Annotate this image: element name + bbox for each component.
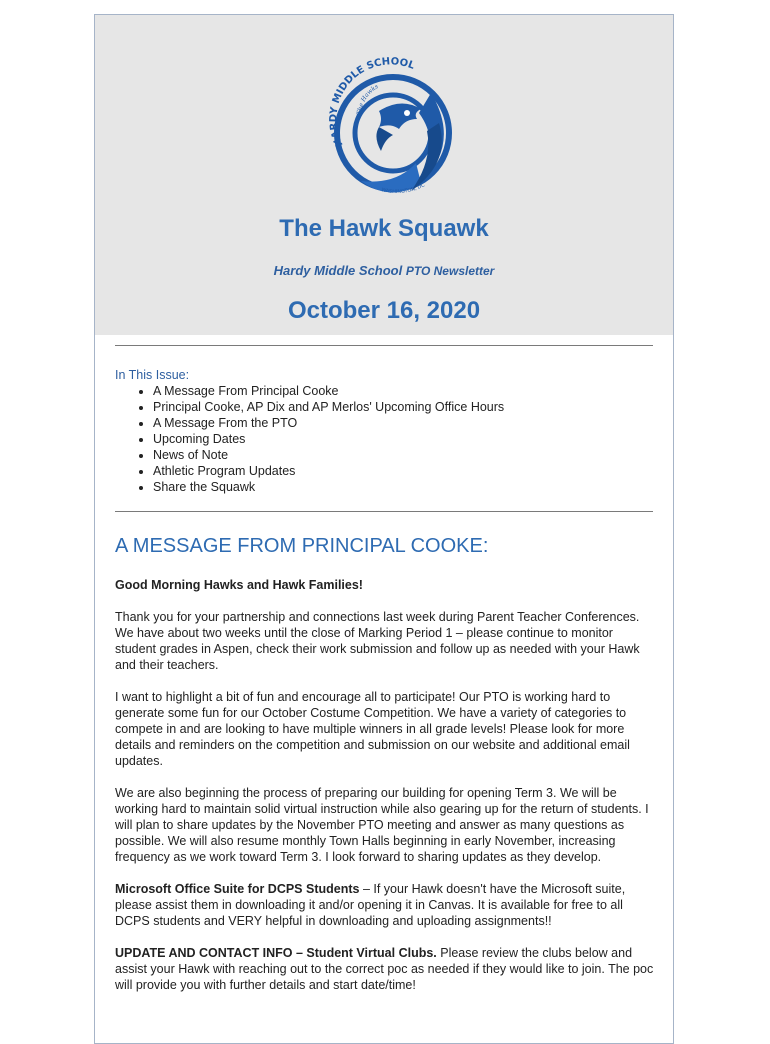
toc-heading: In This Issue:: [115, 368, 190, 382]
greeting: Good Morning Hawks and Hawk Families!: [115, 578, 363, 592]
table-of-contents: [115, 367, 655, 495]
paragraph-rest: Please review the clubs below and assist your Hawk with reaching out to the correct poc as needed if they would like to join. The poc will provide you with further details and start date/time!: [115, 946, 654, 992]
section-body: [115, 577, 655, 1009]
logo-ring-text-bottom: WASHINGTON, DC: [380, 182, 426, 196]
paragraph: I want to highlight a bit of fun and encourage all to participate! Our PTO is working hard to generate some fun for our October Costume Competition. We have a variety of categories to compete in and are looking to have multiple winners in all grade levels! Please look for more details and reminders on the competition and submission on our website and additional email updates.: [115, 690, 630, 768]
subtitle-small: PTO Newsletter: [405, 264, 495, 278]
toc-item: • News of Note: [153, 447, 655, 463]
newsletter-header: [95, 15, 673, 335]
toc-item: • Principal Cooke, AP Dix and AP Merlos' Upcoming Office Hours: [153, 399, 655, 415]
newsletter-frame: [94, 14, 674, 1044]
newsletter-subtitle: [95, 263, 673, 278]
toc-item: • A Message From Principal Cooke: [153, 383, 655, 399]
paragraph: We are also beginning the process of preparing our building for opening Term 3. We will be working hard to maintain solid virtual instruction while also gearing up for the return of students. I will plan to share updates by the November PTO meeting and answer as many questions as possible. We will also resume monthly Town Halls beginning in early November, increasing frequency as we work toward Term 3. I look forward to sharing updates as they develop.: [115, 786, 649, 864]
newsletter-date: October 16, 2020: [287, 297, 481, 324]
hawk-logo-icon: [321, 53, 461, 203]
toc-list: [115, 383, 655, 495]
divider: [115, 511, 653, 512]
divider: [115, 345, 653, 346]
paragraph-bold-lead: Microsoft Office Suite for DCPS Students: [115, 882, 360, 896]
section-heading: A MESSAGE FROM PRINCIPAL COOKE:: [115, 535, 489, 557]
logo-ring-text-top: HARDY MIDDLE SCHOOL: [328, 56, 417, 149]
toc-item: • Athletic Program Updates: [153, 463, 655, 479]
paragraph: [115, 881, 655, 929]
toc-item: • Share the Squawk: [153, 479, 655, 495]
subtitle-main: Hardy Middle School: [273, 263, 403, 278]
paragraph: Thank you for your partnership and connections last week during Parent Teacher Conferences. We have about two weeks until the close of Marking Period 1 – please continue to monitor student grades in Aspen, check their work submission and follow up as needed with your Hawk and their teachers.: [115, 610, 640, 672]
newsletter-title: The Hawk Squawk: [279, 215, 489, 242]
toc-item: • Upcoming Dates: [153, 431, 655, 447]
paragraph: [115, 945, 655, 993]
paragraph-rest: – If your Hawk doesn't have the Microsoft suite, please assist them in downloading it and/or opening it in Canvas. It is available for free to all DCPS students and VERY helpful in downloading and uploading assignments!!: [115, 882, 626, 928]
logo-ring-text-inner: The Hawks: [355, 83, 380, 116]
toc-item: • A Message From the PTO: [153, 415, 655, 431]
paragraph-bold-lead: UPDATE AND CONTACT INFO – Student Virtual Clubs.: [115, 946, 437, 960]
